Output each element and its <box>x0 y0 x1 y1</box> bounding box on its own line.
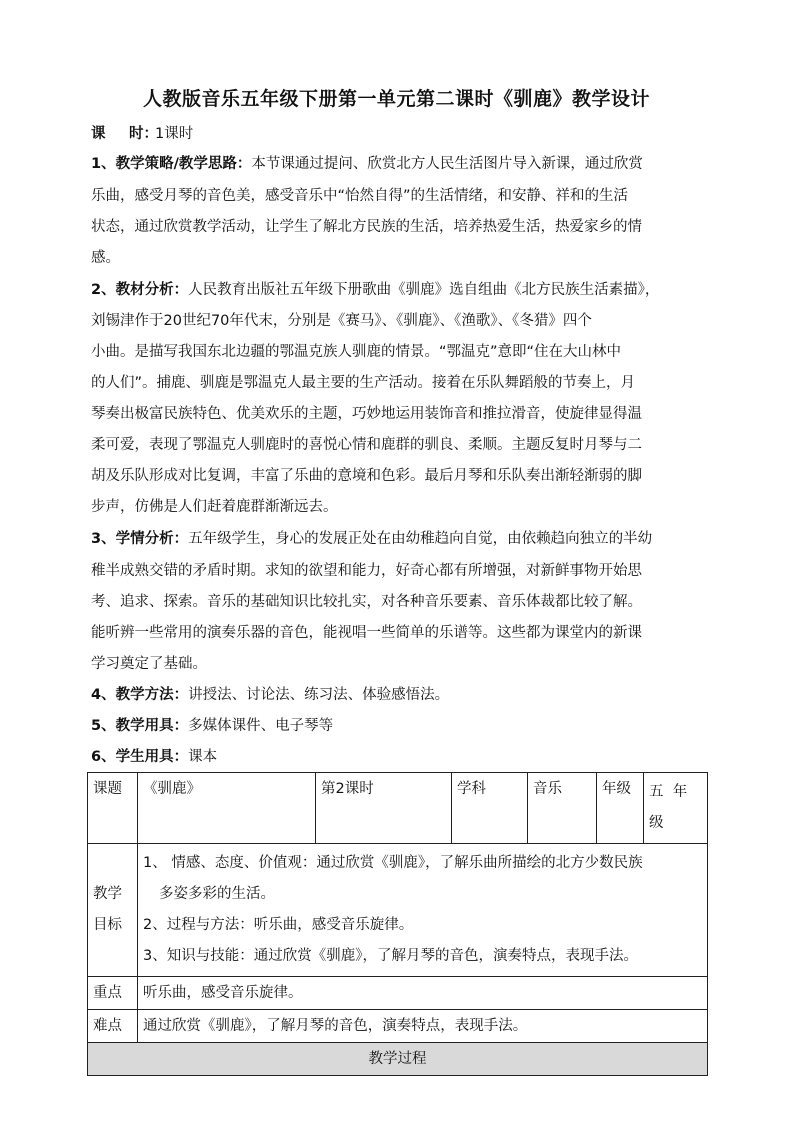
objectives-label-cell: 教学 目标 <box>88 844 138 977</box>
subject-label-cell: 学科 <box>452 773 528 844</box>
grade-label-cell: 年级 <box>597 773 644 844</box>
period-cell: 第2课时 <box>316 773 452 844</box>
objective-item: 1、 情感、态度、价值观：通过欣赏《驯鹿》，了解乐曲所描绘的北方少数民族 <box>143 855 643 871</box>
objective-item: 3、知识与技能：通过欣赏《驯鹿》，了解月琴的音色，演奏特点，表现手法。 <box>143 948 638 964</box>
section3-line-2: 稚半成熟交错的矛盾时期。求知的欲望和能力，好奇心都有所增强，对新鲜事物开始思 <box>91 563 642 579</box>
section3-heading: 3、学情分析： <box>91 531 189 547</box>
objectives-row <box>88 844 708 977</box>
section3-line-3: 考、追求、探索。音乐的基础知识比较扎实，对各种音乐要素、音乐体裁都比较了解。 <box>91 594 642 610</box>
key-point-value-cell: 听乐曲，感受音乐旋律。 <box>138 977 708 1010</box>
section1-heading: 1、教学策略/教学思路： <box>91 156 252 172</box>
section5-line: 5、教学用具：多媒体课件、电子琴等 <box>91 718 334 734</box>
section2-line-1: 2、教材分析：人民教育出版社五年级下册歌曲《驯鹿》选自组曲《北方民族生活素描》， <box>91 282 660 298</box>
grade-value-cell: 五 年 级 <box>644 773 708 844</box>
section2-line-7: 胡及乐队形成对比复调，丰富了乐曲的意境和色彩。最后月琴和乐队奏出渐轻渐弱的脚 <box>91 468 642 484</box>
process-row <box>88 1043 708 1076</box>
section2-line-4: 的人们”。捕鹿、驯鹿是鄂温克人最主要的生产活动。接着在乐队舞蹈般的节奏上，月 <box>91 375 636 391</box>
section2-line-8: 步声，仿佛是人们赶着鹿群渐渐远去。 <box>91 499 338 515</box>
class-hours-value: 1课时 <box>155 126 194 142</box>
section3-line-5: 学习奠定了基础。 <box>91 656 207 672</box>
key-point-label-cell: 重点 <box>88 977 138 1010</box>
topic-value-cell: 《驯鹿》 <box>138 773 316 844</box>
table-header-row <box>88 773 708 844</box>
section2-heading: 2、教材分析： <box>91 282 189 298</box>
section2-line-2: 刘锡津作于20世纪70年代末，分别是《赛马》、《驯鹿》、《渔歌》、《冬猎》四个 <box>91 313 592 329</box>
section6-heading: 6、学生用具： <box>91 749 189 765</box>
section1-line-1: 1、教学策略/教学思路：本节课通过提问、欣赏北方人民生活图片导入新课，通过欣赏 <box>91 156 643 172</box>
lesson-plan-table <box>87 772 708 1076</box>
topic-label-cell: 课题 <box>88 773 138 844</box>
objectives-content-cell <box>138 844 708 977</box>
difficulty-value-cell: 通过欣赏《驯鹿》，了解月琴的音色，演奏特点，表现手法。 <box>138 1010 708 1043</box>
section1-line-4: 感。 <box>91 250 120 266</box>
objective-item: 2、过程与方法：听乐曲，感受音乐旋律。 <box>143 917 414 933</box>
section2-line-5: 琴奏出极富民族特色、优美欢乐的主题，巧妙地运用装饰音和推拉滑音，使旋律显得温 <box>91 406 642 422</box>
document-title: 人教版音乐五年级下册第一单元第二课时《驯鹿》教学设计 <box>142 88 650 110</box>
section4-heading: 4、教学方法： <box>91 687 189 703</box>
section4-line: 4、教学方法：讲授法、讨论法、练习法、体验感悟法。 <box>91 687 450 703</box>
difficulty-label-cell: 难点 <box>88 1010 138 1043</box>
subject-value-cell: 音乐 <box>528 773 597 844</box>
section3-line-4: 能听辨一些常用的演奏乐器的音色，能视唱一些简单的乐谱等。这些都为课堂内的新课 <box>91 625 642 641</box>
class-hours-line <box>91 119 711 149</box>
key-point-row <box>88 977 708 1010</box>
teaching-process-header: 教学过程 <box>88 1043 708 1076</box>
objective-item: 多姿多彩的生活。 <box>159 886 275 902</box>
section6-line: 6、学生用具：课本 <box>91 749 218 765</box>
section1-line-3: 状态，通过欣赏教学活动，让学生了解北方民族的生活，培养热爱生活，热爱家乡的情 <box>91 219 642 235</box>
section3-line-1: 3、学情分析：五年级学生，身心的发展正处在由幼稚趋向自觉，由依赖趋向独立的半幼 <box>91 531 653 547</box>
section1-line-2: 乐曲，感受月琴的音色美，感受音乐中“怡然自得”的生活情绪，和安静、祥和的生活 <box>91 188 629 204</box>
section5-heading: 5、教学用具： <box>91 718 189 734</box>
section2-line-3: 小曲。是描写我国东北边疆的鄂温克族人驯鹿的情景。“鄂温克”意即“住在大山林中 <box>91 344 622 360</box>
difficulty-row <box>88 1010 708 1043</box>
section2-line-6: 柔可爱，表现了鄂温克人驯鹿时的喜悦心情和鹿群的驯良、柔顺。主题反复时月琴与二 <box>91 437 642 453</box>
class-hours-label: 课 时： <box>91 126 158 142</box>
